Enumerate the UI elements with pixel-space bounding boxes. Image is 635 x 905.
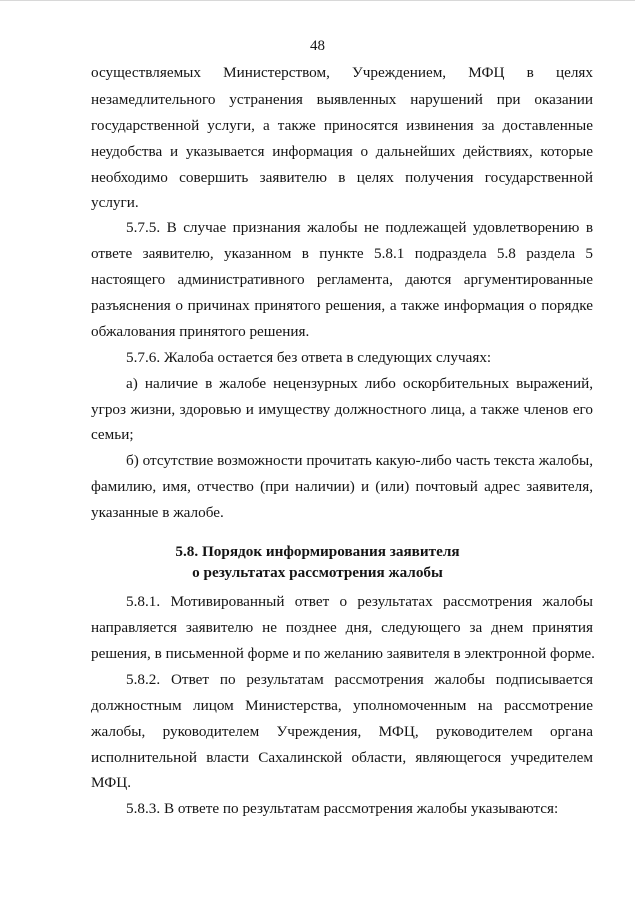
text-line: незамедлительного устранения выявленных нарушений при оказании [91, 91, 593, 108]
text-line: угроз жизни, здоровью и имуществу должностного лица, а также членов его [91, 401, 593, 418]
section-heading: 5.8. Порядок информирования заявителя [175, 543, 460, 560]
text-line: решения, в письменной форме и по желанию заявителя в электронной форме. [91, 645, 595, 662]
text-line: МФЦ. [91, 774, 132, 791]
text-line: 5.7.6. Жалоба остается без ответа в следующих случаях: [126, 349, 492, 366]
text-line: разъяснения о причинах принятого решения, а также информация о порядке [91, 297, 593, 314]
text-line: исполнительной власти Сахалинской области, являющегося учредителем [91, 749, 593, 766]
text-line: должностным лицом Министерства, уполномоченным на рассмотрение [91, 697, 593, 714]
text-line: ответе заявителю, указанном в пункте 5.8.1 подраздела 5.8 раздела 5 [91, 245, 593, 262]
section-heading: о результатах рассмотрения жалобы [192, 564, 443, 581]
text-line: необходимо совершить заявителю в целях получения государственной [91, 169, 593, 186]
text-line: 5.8.2. Ответ по результатам рассмотрения жалобы подписывается [126, 671, 593, 688]
text-line: осуществляемых Министерством, Учреждением, МФЦ в целях [91, 64, 593, 81]
text-line: жалобы, руководителем Учреждения, МФЦ, руководителем органа [91, 723, 593, 740]
scan-edge [0, 0, 635, 1]
text-line: настоящего административного регламента, даются аргументированные [91, 271, 593, 288]
text-line: государственной услуги, а также приносятся извинения за доставленные [91, 117, 593, 134]
text-line: семьи; [91, 426, 134, 443]
text-line: 5.8.3. В ответе по результатам рассмотрения жалобы указываются: [126, 800, 559, 817]
text-line: указанные в жалобе. [91, 504, 224, 521]
text-line: направляется заявителю не позднее дня, следующего за днем принятия [91, 619, 593, 636]
text-line: 5.7.5. В случае признания жалобы не подлежащей удовлетворению в [126, 219, 593, 236]
page-number: 48 [310, 38, 325, 54]
text-line: б) отсутствие возможности прочитать какую-либо часть текста жалобы, [126, 452, 593, 469]
text-line: 5.8.1. Мотивированный ответ о результатах рассмотрения жалобы [126, 593, 593, 610]
text-line: фамилию, имя, отчество (при наличии) и (или) почтовый адрес заявителя, [91, 478, 593, 495]
text-line: обжалования принятого решения. [91, 323, 310, 340]
text-line: неудобства и указывается информация о дальнейших действиях, которые [91, 143, 593, 160]
text-line: а) наличие в жалобе нецензурных либо оскорбительных выражений, [126, 375, 593, 392]
text-line: услуги. [91, 194, 139, 211]
